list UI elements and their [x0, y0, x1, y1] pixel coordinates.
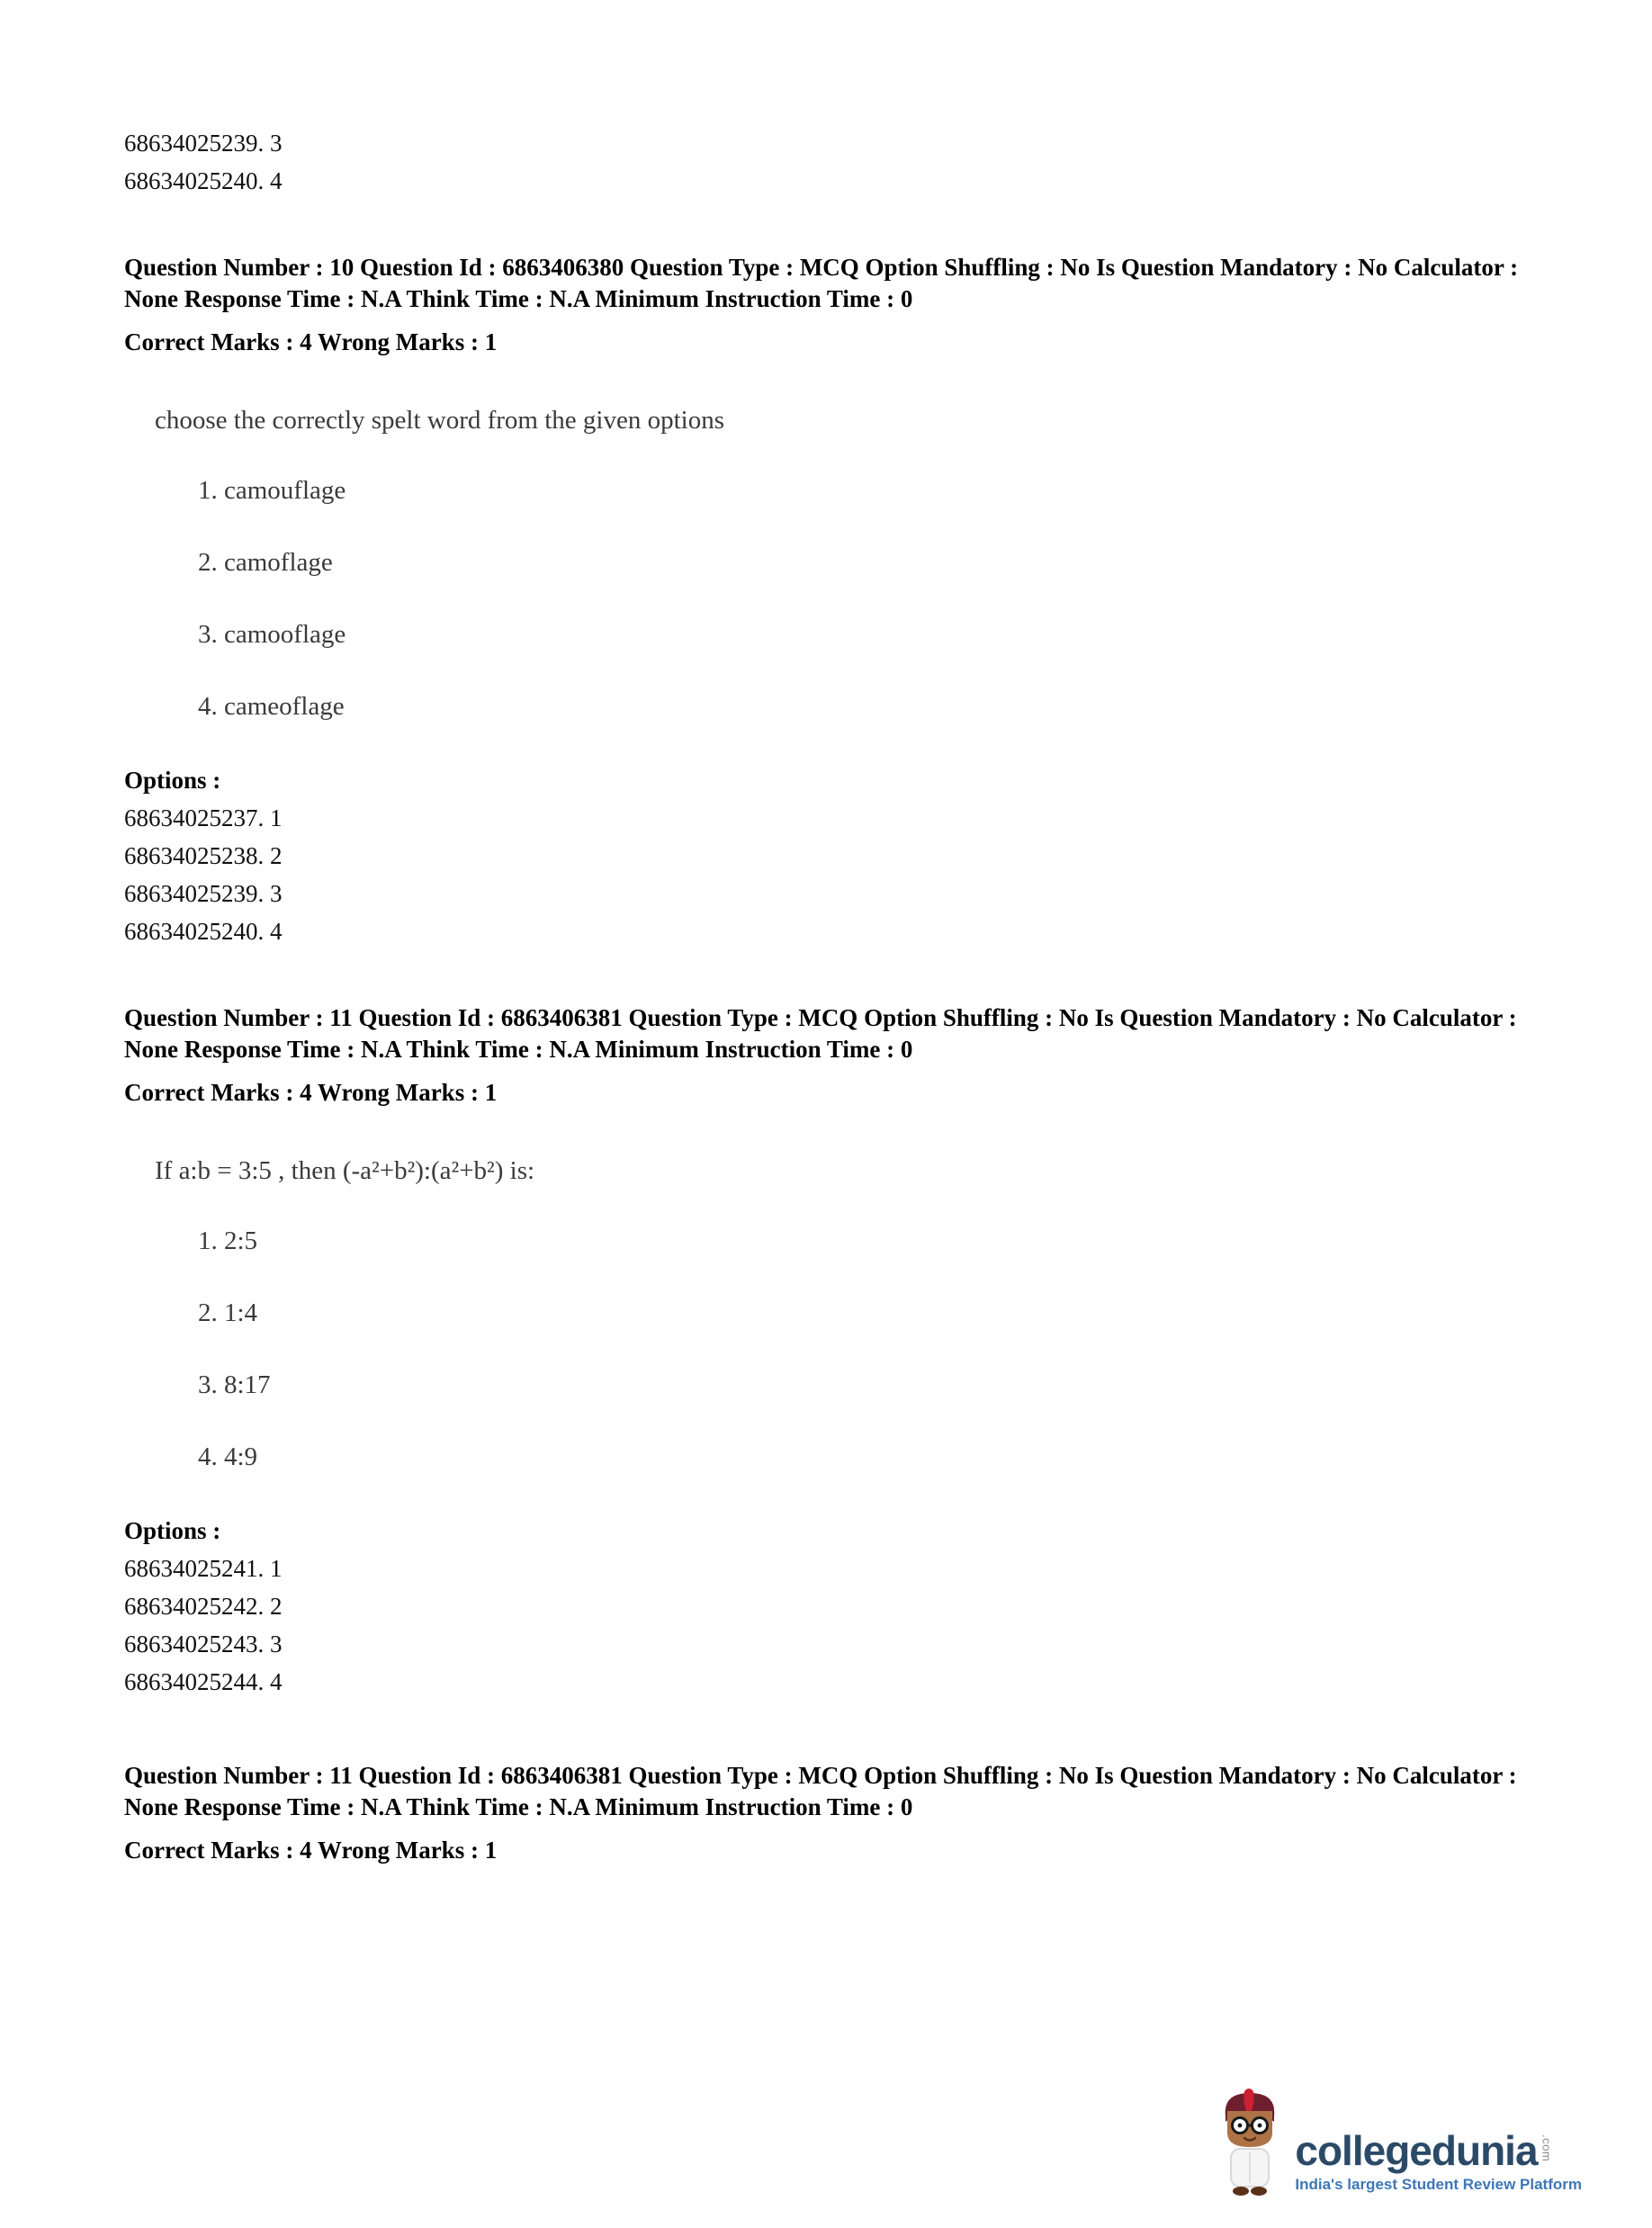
option-id-line: 68634025241. 1	[124, 1555, 283, 1582]
collegedunia-logo	[1217, 2086, 1582, 2197]
option-id-line: 68634025240. 4	[124, 167, 283, 194]
option-id-list	[124, 799, 1533, 950]
leftover-option-ids	[124, 124, 1533, 200]
option-id-line: 68634025237. 1	[124, 804, 283, 831]
question-block-11-repeat	[124, 1760, 1533, 1866]
option-id-list	[124, 1550, 1533, 1701]
option-id-line: 68634025242. 2	[124, 1593, 283, 1620]
options-label: Options :	[124, 767, 221, 794]
choice-line: 2. 1:4	[198, 1298, 258, 1327]
brand-suffix: .com	[1540, 2134, 1554, 2162]
option-id-line: 68634025240. 4	[124, 918, 283, 945]
choice-line: 3. camooflage	[198, 620, 346, 649]
option-id-line: 68634025244. 4	[124, 1668, 283, 1695]
question-meta: Question Number : 11 Question Id : 6863406381 Question Type : MCQ Option Shuffling : No Is Question Mandatory : No Calculator : None Response Time : N.A Think Time : N.A Minimum Instruction Time : 0	[124, 1762, 1517, 1820]
question-marks: Correct Marks : 4 Wrong Marks : 1	[124, 1079, 498, 1106]
option-id-line: 68634025239. 3	[124, 130, 283, 157]
question-stem: If a:b = 3:5 , then (-a²+b²):(a²+b²) is:	[155, 1156, 535, 1185]
question-stem: choose the correctly spelt word from the given options	[155, 406, 725, 435]
choice-line: 4. 4:9	[198, 1442, 258, 1471]
option-id-line: 68634025239. 3	[124, 880, 283, 907]
question-choices	[198, 473, 1533, 723]
option-id-line: 68634025238. 2	[124, 842, 283, 869]
question-block-11	[124, 1002, 1533, 1701]
choice-line: 2. camoflage	[198, 548, 333, 577]
options-label: Options :	[124, 1517, 221, 1544]
brand-block	[1295, 2129, 1582, 2197]
mascot-icon	[1217, 2086, 1282, 2197]
brand-tagline: India's largest Student Review Platform	[1295, 2176, 1582, 2193]
question-meta: Question Number : 10 Question Id : 6863406380 Question Type : MCQ Option Shuffling : No Is Question Mandatory : No Calculator : None Response Time : N.A Think Time : N.A Minimum Instruction Time : 0	[124, 254, 1519, 312]
brand-text: collegedunia	[1295, 2127, 1538, 2174]
choice-line: 1. 2:5	[198, 1226, 258, 1255]
question-block-10	[124, 252, 1533, 950]
choice-line: 4. cameoflage	[198, 692, 345, 721]
choice-line: 1. camouflage	[198, 476, 346, 505]
question-meta: Question Number : 11 Question Id : 6863406381 Question Type : MCQ Option Shuffling : No Is Question Mandatory : No Calculator : None Response Time : N.A Think Time : N.A Minimum Instruction Time : 0	[124, 1004, 1517, 1063]
question-marks: Correct Marks : 4 Wrong Marks : 1	[124, 1837, 498, 1864]
option-id-line: 68634025243. 3	[124, 1631, 283, 1658]
question-marks: Correct Marks : 4 Wrong Marks : 1	[124, 328, 498, 355]
choice-line: 3. 8:17	[198, 1370, 271, 1399]
question-choices	[198, 1224, 1533, 1474]
